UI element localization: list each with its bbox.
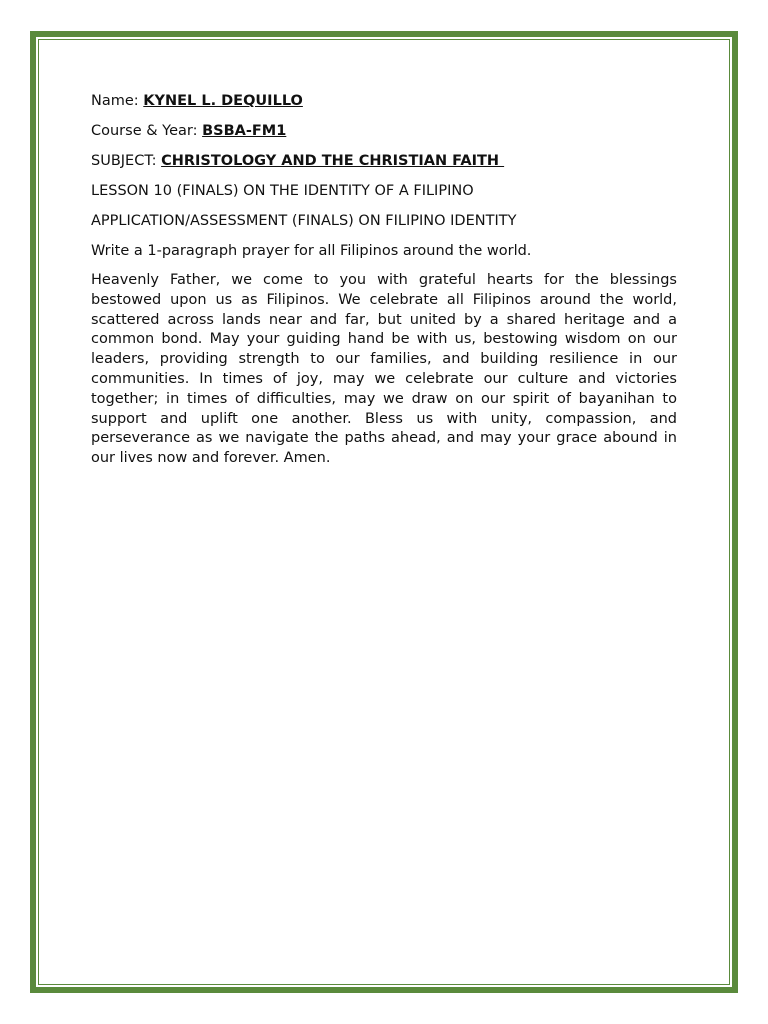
course-label: Course & Year: xyxy=(91,123,203,139)
prayer-paragraph: Heavenly Father, we come to you with grateful hearts for the blessings bestowed upon us as Filipinos. We celebrate all Filipinos around the world, scattered across lands near and far, but united by a shared heritage and a common bond. May your guiding hand be with us, bestowing wisdom on our leaders, providing strength to our families, and building resilience in our communities. In times of joy, may we celebrate our culture and victories together; in times of difficulties, may we draw on our spirit of bayanihan to support and uplift one another. Bless us with unity, compassion, and perseverance as we navigate the paths ahead, and may your grace abound in our lives now and forever. Amen. xyxy=(91,272,677,467)
lesson-title: LESSON 10 (FINALS) ON THE IDENTITY OF A FILIPINO xyxy=(91,183,474,199)
subject-value: CHRISTOLOGY AND THE CHRISTIAN FAITH xyxy=(161,153,505,169)
course-line xyxy=(91,121,677,141)
name-label: Name: xyxy=(91,93,144,109)
instruction-text: Write a 1-paragraph prayer for all Filipinos around the world. xyxy=(91,243,532,259)
assessment-title: APPLICATION/ASSESSMENT (FINALS) ON FILIPINO IDENTITY xyxy=(91,213,517,229)
subject-label: SUBJECT: xyxy=(91,153,162,169)
name-line xyxy=(91,91,677,111)
document-body xyxy=(91,91,677,469)
name-value: KYNEL L. DEQUILLO xyxy=(143,93,303,109)
course-value: BSBA-FM1 xyxy=(202,123,287,139)
subject-line xyxy=(91,151,677,171)
